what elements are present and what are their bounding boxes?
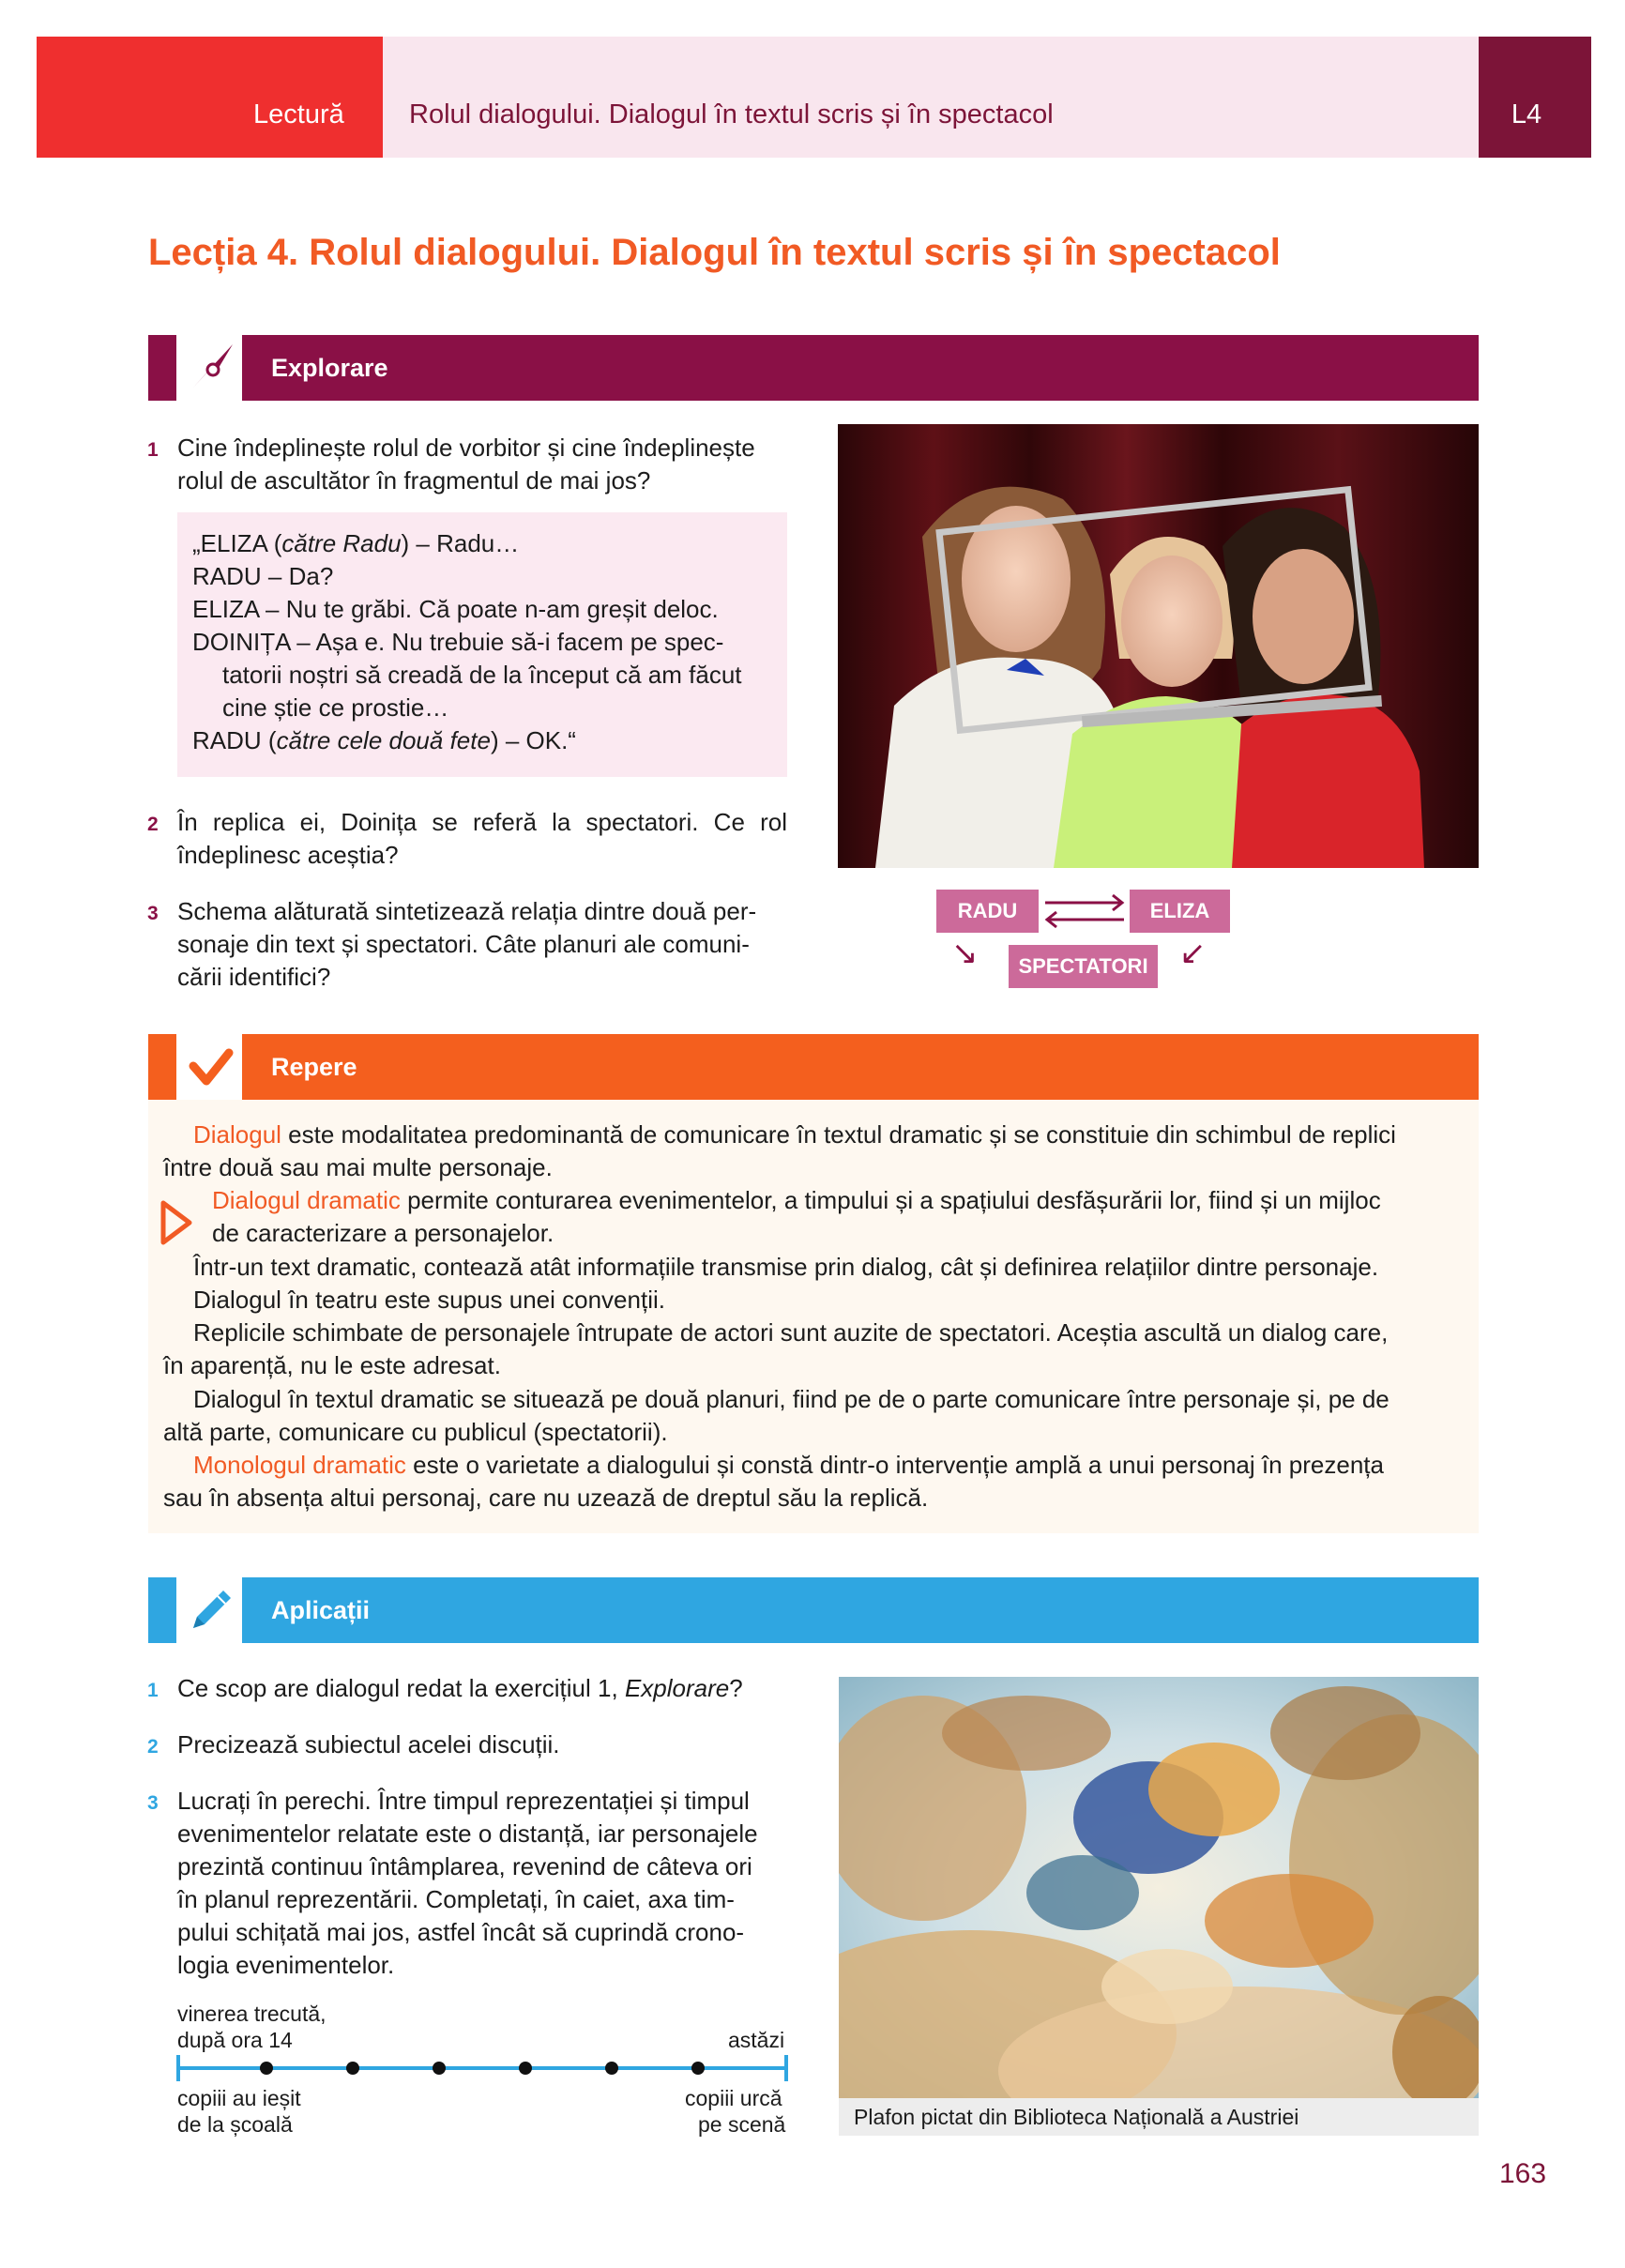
explorare-question-2: În replica ei, Doinița se referă la spectatori. Ce rol îndeplinesc aceștia?: [177, 808, 787, 869]
diagram-box-radu: RADU: [936, 890, 1039, 933]
repere-label: Repere: [271, 1053, 357, 1081]
photo-actors-frame: [838, 424, 1479, 868]
question-number: 1: [147, 1680, 159, 1701]
header-title: Rolul dialogului. Dialogul în textul scris și în spectacol: [409, 99, 1054, 129]
aplicatii-question-2: Precizează subiectul acelei discuții.: [177, 1730, 560, 1758]
aplicatii-label: Aplicații: [271, 1596, 371, 1624]
explorare-question-1: Cine îndeplinește rolul de vorbitor și cine îndeplinește rolul de ascultător în fragmentul de mai jos?: [177, 434, 755, 495]
arrow-down-right-icon: ↘: [951, 936, 979, 971]
aplicatii-question-1: Ce scop are dialogul redat la exercițiul 1, Explorare?: [177, 1674, 743, 1702]
dialogue-excerpt: „ELIZA (către Radu) – Radu… RADU – Da? ELIZA – Nu te grăbi. Că poate n-am greșit deloc. DOINIȚA – Așa e. Nu trebuie să-i facem pe spec- tatorii noștri să creadă de la început că am făcut cine știe ce prostie… RADU (către cele două fete) – OK.“: [177, 512, 787, 777]
checkmark-icon: [184, 1040, 238, 1094]
aplicatii-bar: [148, 1577, 1479, 1643]
lesson-title: Lecția 4. Rolul dialogului. Dialogul în textul scris și în spectacol: [148, 232, 1281, 273]
header-lesson-code: L4: [1511, 99, 1542, 129]
arrow-down-left-icon: ↙: [1179, 936, 1207, 971]
question-number: 2: [147, 814, 159, 835]
play-triangle-icon: [159, 1199, 193, 1246]
explorare-bar: [148, 335, 1479, 401]
explorare-label: Explorare: [271, 354, 388, 382]
explorare-question-3: Schema alăturată sintetizează relația dintre două per- sonaje din text și spectatori. Câte planuri ale comuni- cării identifici?: [177, 897, 757, 991]
question-number: 3: [147, 1792, 159, 1814]
aplicatii-question-3: Lucrați în perechi. Între timpul reprezentației și timpul evenimentelor relatate este o distanță, iar personajele prezintă continuu întâmplarea, revenind de câteva ori în planul reprezentării. Completați, în caiet, axa tim- pului schițată mai jos, astfel încât să cuprindă crono- logia evenimentelor.: [177, 1787, 758, 1979]
timeline-axis: [173, 2051, 792, 2085]
question-number: 3: [147, 903, 159, 924]
repere-panel: Dialogul este modalitatea predominantă de comunicare în textul dramatic și se constituie din schimbul de replici între două sau mai multe personaje. Dialogul dramatic permite conturarea evenimentelor, a timpului și a spațiului desfășurării lor, fiind și un mijloc de caracterizare a personajelor. Într-un text dramatic, contează atât informațiile transmise prin dialog, cât și definirea relațiilor dintre personaje. Dialogul în teatru este supus unei convenții. Replicile schimbate de personajele întrupate de actori sunt auzite de spectatori. Aceștia ascultă un dialog care, în aparență, nu le este adresat. Dialogul în textul dramatic se situează pe două planuri, fiind pe de o parte comunicare între personaje și, pe de altă parte, comunicare cu publicul (spectatorii). Monologul dramatic este o varietate a dialogului și constă dintr-o intervenție amplă a unui personaj în prezența sau în absența altui personaj, care nu uzează de dreptul său la replică.: [148, 1100, 1479, 1533]
page-number: 163: [1499, 2158, 1547, 2189]
pencil-icon: [184, 1583, 238, 1637]
header-section: Lectură: [253, 99, 344, 129]
diagram-box-spectatori: SPECTATORI: [1009, 945, 1158, 988]
question-number: 1: [147, 439, 159, 461]
diagram-box-eliza: ELIZA: [1130, 890, 1230, 933]
exchange-arrows-icon: [1041, 891, 1128, 931]
image-caption: Plafon pictat din Biblioteca Națională a Austriei: [854, 2105, 1299, 2129]
compass-icon: [184, 341, 238, 395]
question-number: 2: [147, 1736, 159, 1758]
painted-ceiling-image: [839, 1677, 1479, 2098]
repere-bar: [148, 1034, 1479, 1100]
